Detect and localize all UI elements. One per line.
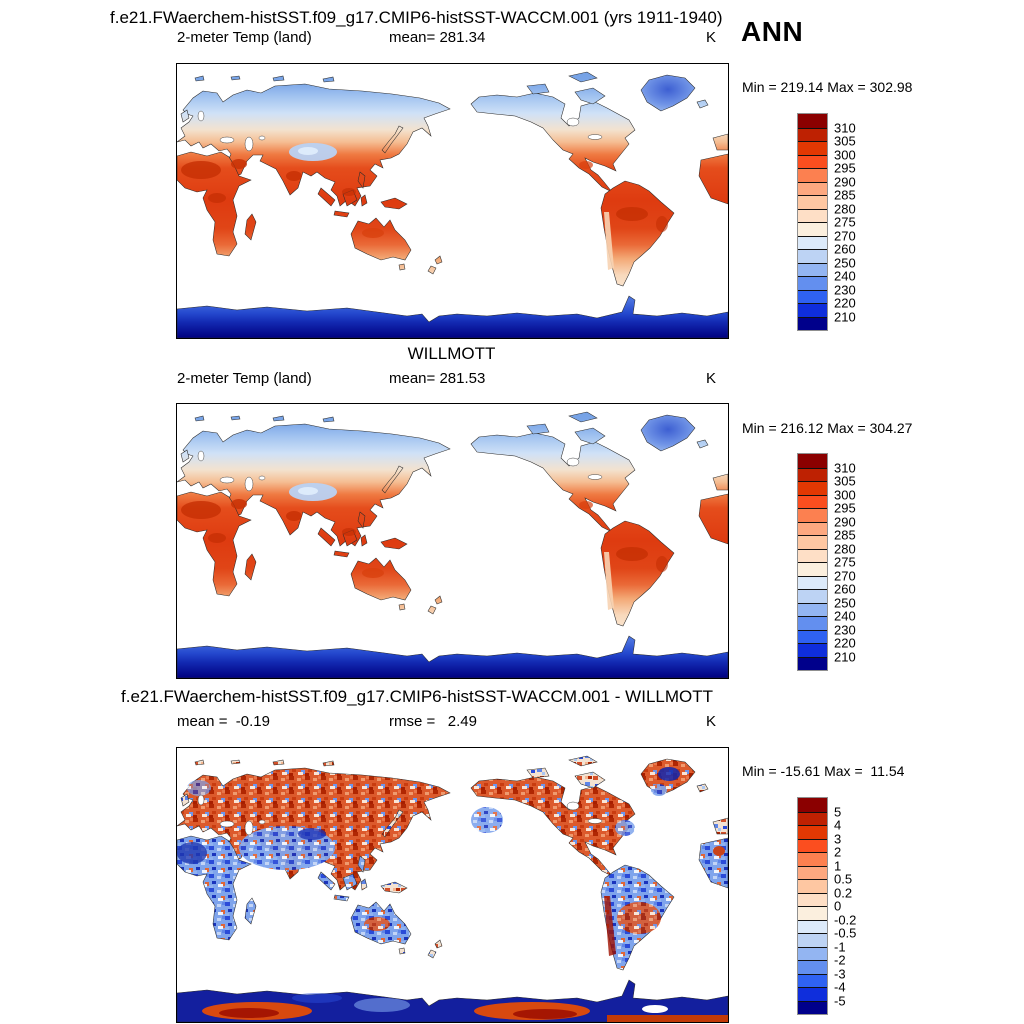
colorbar-tick-label: -5: [834, 993, 846, 1008]
colorbar-segment: [798, 549, 827, 563]
colorbar-tick-label: 295: [834, 160, 856, 176]
colorbar-tick-label: 260: [834, 241, 856, 257]
colorbar-tick-label: 240: [834, 268, 856, 284]
colorbar-tick-label: 260: [834, 581, 856, 597]
colorbar-segment: [798, 616, 827, 630]
colorbar-tick-label: 4: [834, 817, 842, 833]
colorbar-tick-label: 220: [834, 295, 856, 311]
panel2-colorbar: [797, 453, 856, 671]
colorbar-tick-label: 275: [834, 554, 856, 570]
colorbar-tick-label: 220: [834, 635, 856, 651]
colorbar-segment: [798, 249, 827, 263]
colorbar-tick-label: -4: [834, 979, 846, 995]
colorbar-tick-label: 290: [834, 514, 856, 529]
panel2-variable-label: 2-meter Temp (land): [177, 370, 312, 387]
panel3-minmax-label: Min = -15.61 Max = 11.54: [742, 763, 905, 779]
colorbar-segment: [798, 893, 827, 907]
panel2-minmax-label: Min = 216.12 Max = 304.27: [742, 420, 913, 436]
colorbar-segment: [798, 1001, 827, 1015]
colorbar-segment: [798, 209, 827, 223]
panel1-mean-label: mean= 281.34: [389, 29, 486, 46]
colorbar-tick-label: 285: [834, 187, 856, 203]
panel2-map: [176, 403, 729, 679]
panel1-map: [176, 63, 729, 339]
panel1-minmax-label: Min = 219.14 Max = 302.98: [742, 79, 913, 95]
colorbar-segment: [798, 879, 827, 893]
colorbar-segment: [798, 852, 827, 866]
colorbar-segment: [798, 182, 827, 196]
colorbar-segment: [798, 812, 827, 826]
colorbar-tick-label: 1: [834, 858, 842, 873]
colorbar-tick-label: 5: [834, 804, 842, 819]
colorbar-segment: [798, 603, 827, 617]
colorbar-segment: [798, 522, 827, 536]
colorbar-segment: [798, 866, 827, 880]
colorbar-segment: [798, 303, 827, 317]
panel2-units-label: K: [706, 370, 717, 387]
panel1-variable-label: 2-meter Temp (land): [177, 29, 312, 46]
colorbar-tick-label: 300: [834, 147, 856, 162]
colorbar-segment: [798, 589, 827, 603]
colorbar-segment: [798, 630, 827, 644]
panel3-units-label: K: [706, 713, 717, 730]
colorbar-tick-label: 240: [834, 608, 856, 624]
colorbar-segment: [798, 276, 827, 290]
colorbar-segment: [798, 481, 827, 495]
colorbar-segment: [798, 987, 827, 1001]
colorbar-segment: [798, 974, 827, 988]
colorbar-tick-label: 0: [834, 898, 842, 914]
colorbar-segment: [798, 947, 827, 961]
panel1-title: f.e21.FWaerchem-histSST.f09_g17.CMIP6-histSST-WACCM.001 (yrs 1911-1940): [110, 8, 723, 27]
panel3-colorbar: [797, 797, 857, 1015]
colorbar-segment: [798, 317, 827, 331]
colorbar-tick-label: 305: [834, 473, 856, 489]
colorbar-tick-label: -3: [834, 966, 846, 981]
panel2-mean-label: mean= 281.53: [389, 370, 486, 387]
colorbar-segment: [798, 562, 827, 576]
colorbar-tick-label: 0.5: [834, 871, 853, 887]
colorbar-segment: [798, 920, 827, 934]
colorbar-tick-label: 285: [834, 527, 856, 543]
panel3-map: [176, 747, 729, 1023]
colorbar-tick-label: 250: [834, 255, 856, 270]
panel3-title: f.e21.FWaerchem-histSST.f09_g17.CMIP6-histSST-WACCM.001 - WILLMOTT: [121, 687, 714, 706]
colorbar-tick-label: 210: [834, 309, 856, 324]
colorbar-segment: [798, 141, 827, 155]
colorbar-segment: [798, 155, 827, 169]
colorbar-segment: [798, 495, 827, 509]
colorbar-tick-label: 295: [834, 500, 856, 516]
colorbar-tick-label: 280: [834, 541, 856, 556]
colorbar-tick-label: 230: [834, 622, 856, 637]
colorbar-tick-label: 310: [834, 120, 856, 135]
colorbar-segment: [798, 535, 827, 549]
colorbar-segment: [798, 290, 827, 304]
panel1-colorbar: [797, 113, 856, 331]
colorbar-segment: [798, 576, 827, 590]
colorbar-tick-label: -2: [834, 952, 846, 968]
colorbar-tick-label: 305: [834, 133, 856, 149]
panel3-rmse-label: rmse = 2.49: [389, 713, 477, 730]
colorbar-tick-label: 230: [834, 282, 856, 297]
colorbar-tick-label: 300: [834, 487, 856, 502]
colorbar-segment: [798, 906, 827, 920]
colorbar-tick-label: 0.2: [834, 885, 853, 900]
colorbar-segment: [798, 236, 827, 250]
colorbar-segment: [798, 468, 827, 482]
colorbar-segment: [798, 657, 827, 671]
colorbar-segment: [798, 263, 827, 277]
colorbar-segment: [798, 798, 827, 812]
colorbar-segment: [798, 643, 827, 657]
colorbar-tick-label: 250: [834, 595, 856, 610]
colorbar-tick-label: 270: [834, 228, 856, 243]
panel1-units-label: K: [706, 29, 717, 46]
colorbar-segment: [798, 825, 827, 839]
colorbar-tick-label: 275: [834, 214, 856, 230]
colorbar-tick-label: 270: [834, 568, 856, 583]
colorbar-tick-label: 280: [834, 201, 856, 216]
colorbar-segment: [798, 168, 827, 182]
colorbar-tick-label: 290: [834, 174, 856, 189]
colorbar-segment: [798, 839, 827, 853]
colorbar-tick-label: 310: [834, 460, 856, 475]
colorbar-segment: [798, 128, 827, 142]
colorbar-segment: [798, 960, 827, 974]
season-label: ANN: [741, 16, 804, 47]
panel3-mean-label: mean = -0.19: [177, 713, 270, 730]
colorbar-tick-label: 3: [834, 831, 842, 846]
colorbar-tick-label: -0.2: [834, 912, 857, 927]
colorbar-tick-label: -0.5: [834, 925, 857, 941]
colorbar-segment: [798, 222, 827, 236]
colorbar-segment: [798, 454, 827, 468]
panel2-title: WILLMOTT: [407, 344, 496, 363]
colorbar-segment: [798, 508, 827, 522]
colorbar-tick-label: -1: [834, 939, 846, 954]
colorbar-segment: [798, 933, 827, 947]
colorbar-tick-label: 210: [834, 649, 856, 664]
colorbar-segment: [798, 195, 827, 209]
colorbar-segment: [798, 114, 827, 128]
colorbar-tick-label: 2: [834, 844, 842, 860]
